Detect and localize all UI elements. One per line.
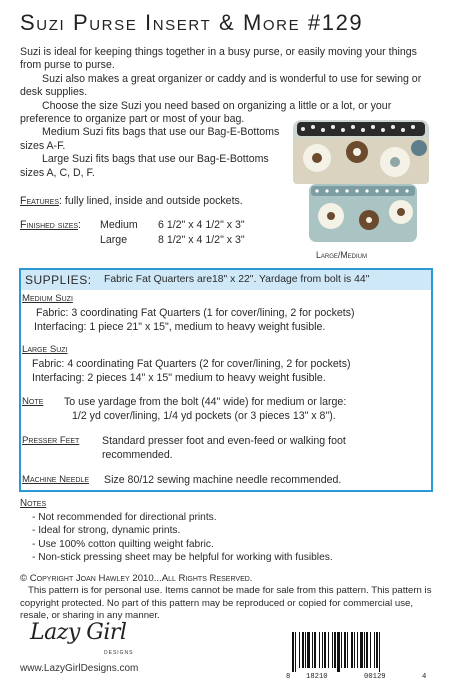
large-suzi-section [22, 343, 351, 385]
barcode-digit: 4 [422, 673, 427, 681]
presser-feet-line: recommended. [102, 449, 173, 461]
barcode-bar [299, 632, 300, 668]
notes-section [20, 497, 333, 565]
intro-paragraph: Suzi also makes a great organizer or caddy and is wonderful to use for sewing or desk supplies. [20, 72, 422, 99]
copyright-line: © Copyright Joan Hawley 2010...All Rights Reserved. [20, 573, 253, 584]
barcode-digit: 8 [286, 673, 291, 681]
size-name: Medium [100, 219, 138, 231]
barcode-bar [307, 632, 310, 668]
barcode-bar [292, 632, 294, 672]
size-dims: 8 1/2" x 4 1/2" x 3" [158, 234, 245, 246]
barcode-bar [370, 632, 371, 668]
intro-paragraph: Suzi is ideal for keeping things together in a busy purse, or easily moving your things from purse to purse. [20, 46, 417, 72]
features-label: Features [20, 195, 60, 207]
medium-suzi-section [22, 292, 355, 334]
barcode-bar [344, 632, 346, 668]
barcode-bar [360, 632, 363, 668]
finished-sizes-label: Finished sizes [20, 219, 79, 231]
barcode-bar [314, 632, 316, 668]
barcode-bar [319, 632, 320, 668]
barcode-digit: 18210 [306, 673, 328, 681]
barcode-bar [376, 632, 378, 668]
note-heading: Note [22, 396, 44, 407]
barcode-bar [295, 632, 296, 672]
size-name: Large [100, 234, 128, 246]
features-line [20, 195, 243, 207]
barcode-bar [337, 632, 340, 672]
large-fabric: Fabric: 4 coordinating Fat Quarters (2 for cover/lining, 2 for pockets) [32, 358, 351, 370]
barcode-bar [324, 632, 326, 668]
presser-feet-heading: Presser Feet [22, 435, 80, 446]
intro-paragraph: Medium Suzi fits bags that use our Bag-E-Bottoms sizes A-F. [20, 126, 280, 152]
lazy-girl-logo: Lazy Girl [30, 620, 127, 645]
logo-subtitle: DESIGNS [104, 650, 134, 656]
website-url: www.LazyGirlDesigns.com [20, 663, 139, 674]
purse-insert-photo [287, 118, 433, 246]
copyright-terms: This pattern is for personal use. Items cannot be made for sale from this pattern. This pattern is copyright protected. No part of this pattern may be reproduced or copied for commercial use, resale, or sharing in any manner. [20, 585, 432, 622]
barcode-bar [328, 632, 329, 668]
barcode-bar [322, 632, 323, 668]
notes-item: - Ideal for strong, dynamic prints. [32, 525, 181, 537]
supplies-heading: SUPPLIES: [25, 273, 92, 287]
barcode-bar [351, 632, 353, 668]
barcode-digit: 00129 [364, 673, 386, 681]
barcode-bar [334, 632, 336, 668]
barcode-bar [379, 632, 380, 672]
notes-item: - Use 100% cotton quilting weight fabric. [32, 538, 214, 550]
medium-interfacing: Interfacing: 1 piece 21" x 15", medium to heavy weight fusible. [34, 321, 326, 333]
barcode-bar [354, 632, 355, 668]
machine-needle-heading: Machine Needle [22, 474, 89, 485]
barcode-bar [347, 632, 348, 668]
barcode-bar [374, 632, 375, 668]
large-suzi-heading: Large Suzi [22, 344, 68, 355]
page-title: Suzi Purse Insert & More #129 [20, 10, 364, 35]
intro-paragraph: Choose the size Suzi you need based on organizing a little or a lot, or your preference to organize part or most of your bag. [20, 99, 392, 126]
machine-needle-text: Size 80/12 sewing machine needle recommended. [104, 474, 342, 486]
note-line: To use yardage from the bolt (44" wide) for medium or large: [64, 396, 347, 408]
notes-item: - Not recommended for directional prints. [32, 511, 217, 523]
notes-heading: Notes [20, 498, 47, 509]
barcode-bar [341, 632, 342, 668]
barcode-bar [312, 632, 313, 668]
large-interfacing: Interfacing: 2 pieces 14" x 15" medium to heavy weight fusible. [32, 372, 326, 384]
barcode-bar [302, 632, 304, 668]
presser-feet-line: Standard presser foot and even-feed or walking foot [102, 435, 346, 447]
supplies-note: Fabric Fat Quarters are18" x 22". Yardage from bolt is 44" [104, 274, 370, 285]
intro-paragraph: Large Suzi fits bags that use our Bag-E-Bottoms sizes A, C, D, F. [20, 153, 269, 179]
copyright-notice [20, 573, 432, 623]
medium-suzi-heading: Medium Suzi [22, 293, 73, 304]
finished-sizes: Finished sizes: Medium 6 1/2" x 4 1/2" x 3" Large 8 1/2" x 4 1/2" x 3" [20, 219, 245, 246]
barcode-bar [305, 632, 306, 668]
medium-fabric: Fabric: 3 coordinating Fat Quarters (1 for cover/lining, 2 for pockets) [36, 307, 355, 319]
barcode-bar [332, 632, 333, 668]
barcode [286, 632, 430, 672]
notes-item: - Non-stick pressing sheet may be helpful for working with fusibles. [32, 552, 333, 564]
note-line: 1/2 yd cover/lining, 1/4 yd pockets (or 3 pieces 13" x 8"). [72, 410, 336, 422]
photo-caption: Large/Medium [316, 250, 368, 260]
barcode-bar [364, 632, 365, 668]
barcode-bar [366, 632, 368, 668]
supplies-header-bar [21, 270, 431, 290]
features-text: : fully lined, inside and outside pockets. [59, 195, 243, 207]
size-dims: 6 1/2" x 4 1/2" x 3" [158, 219, 245, 231]
barcode-bar [357, 632, 358, 668]
